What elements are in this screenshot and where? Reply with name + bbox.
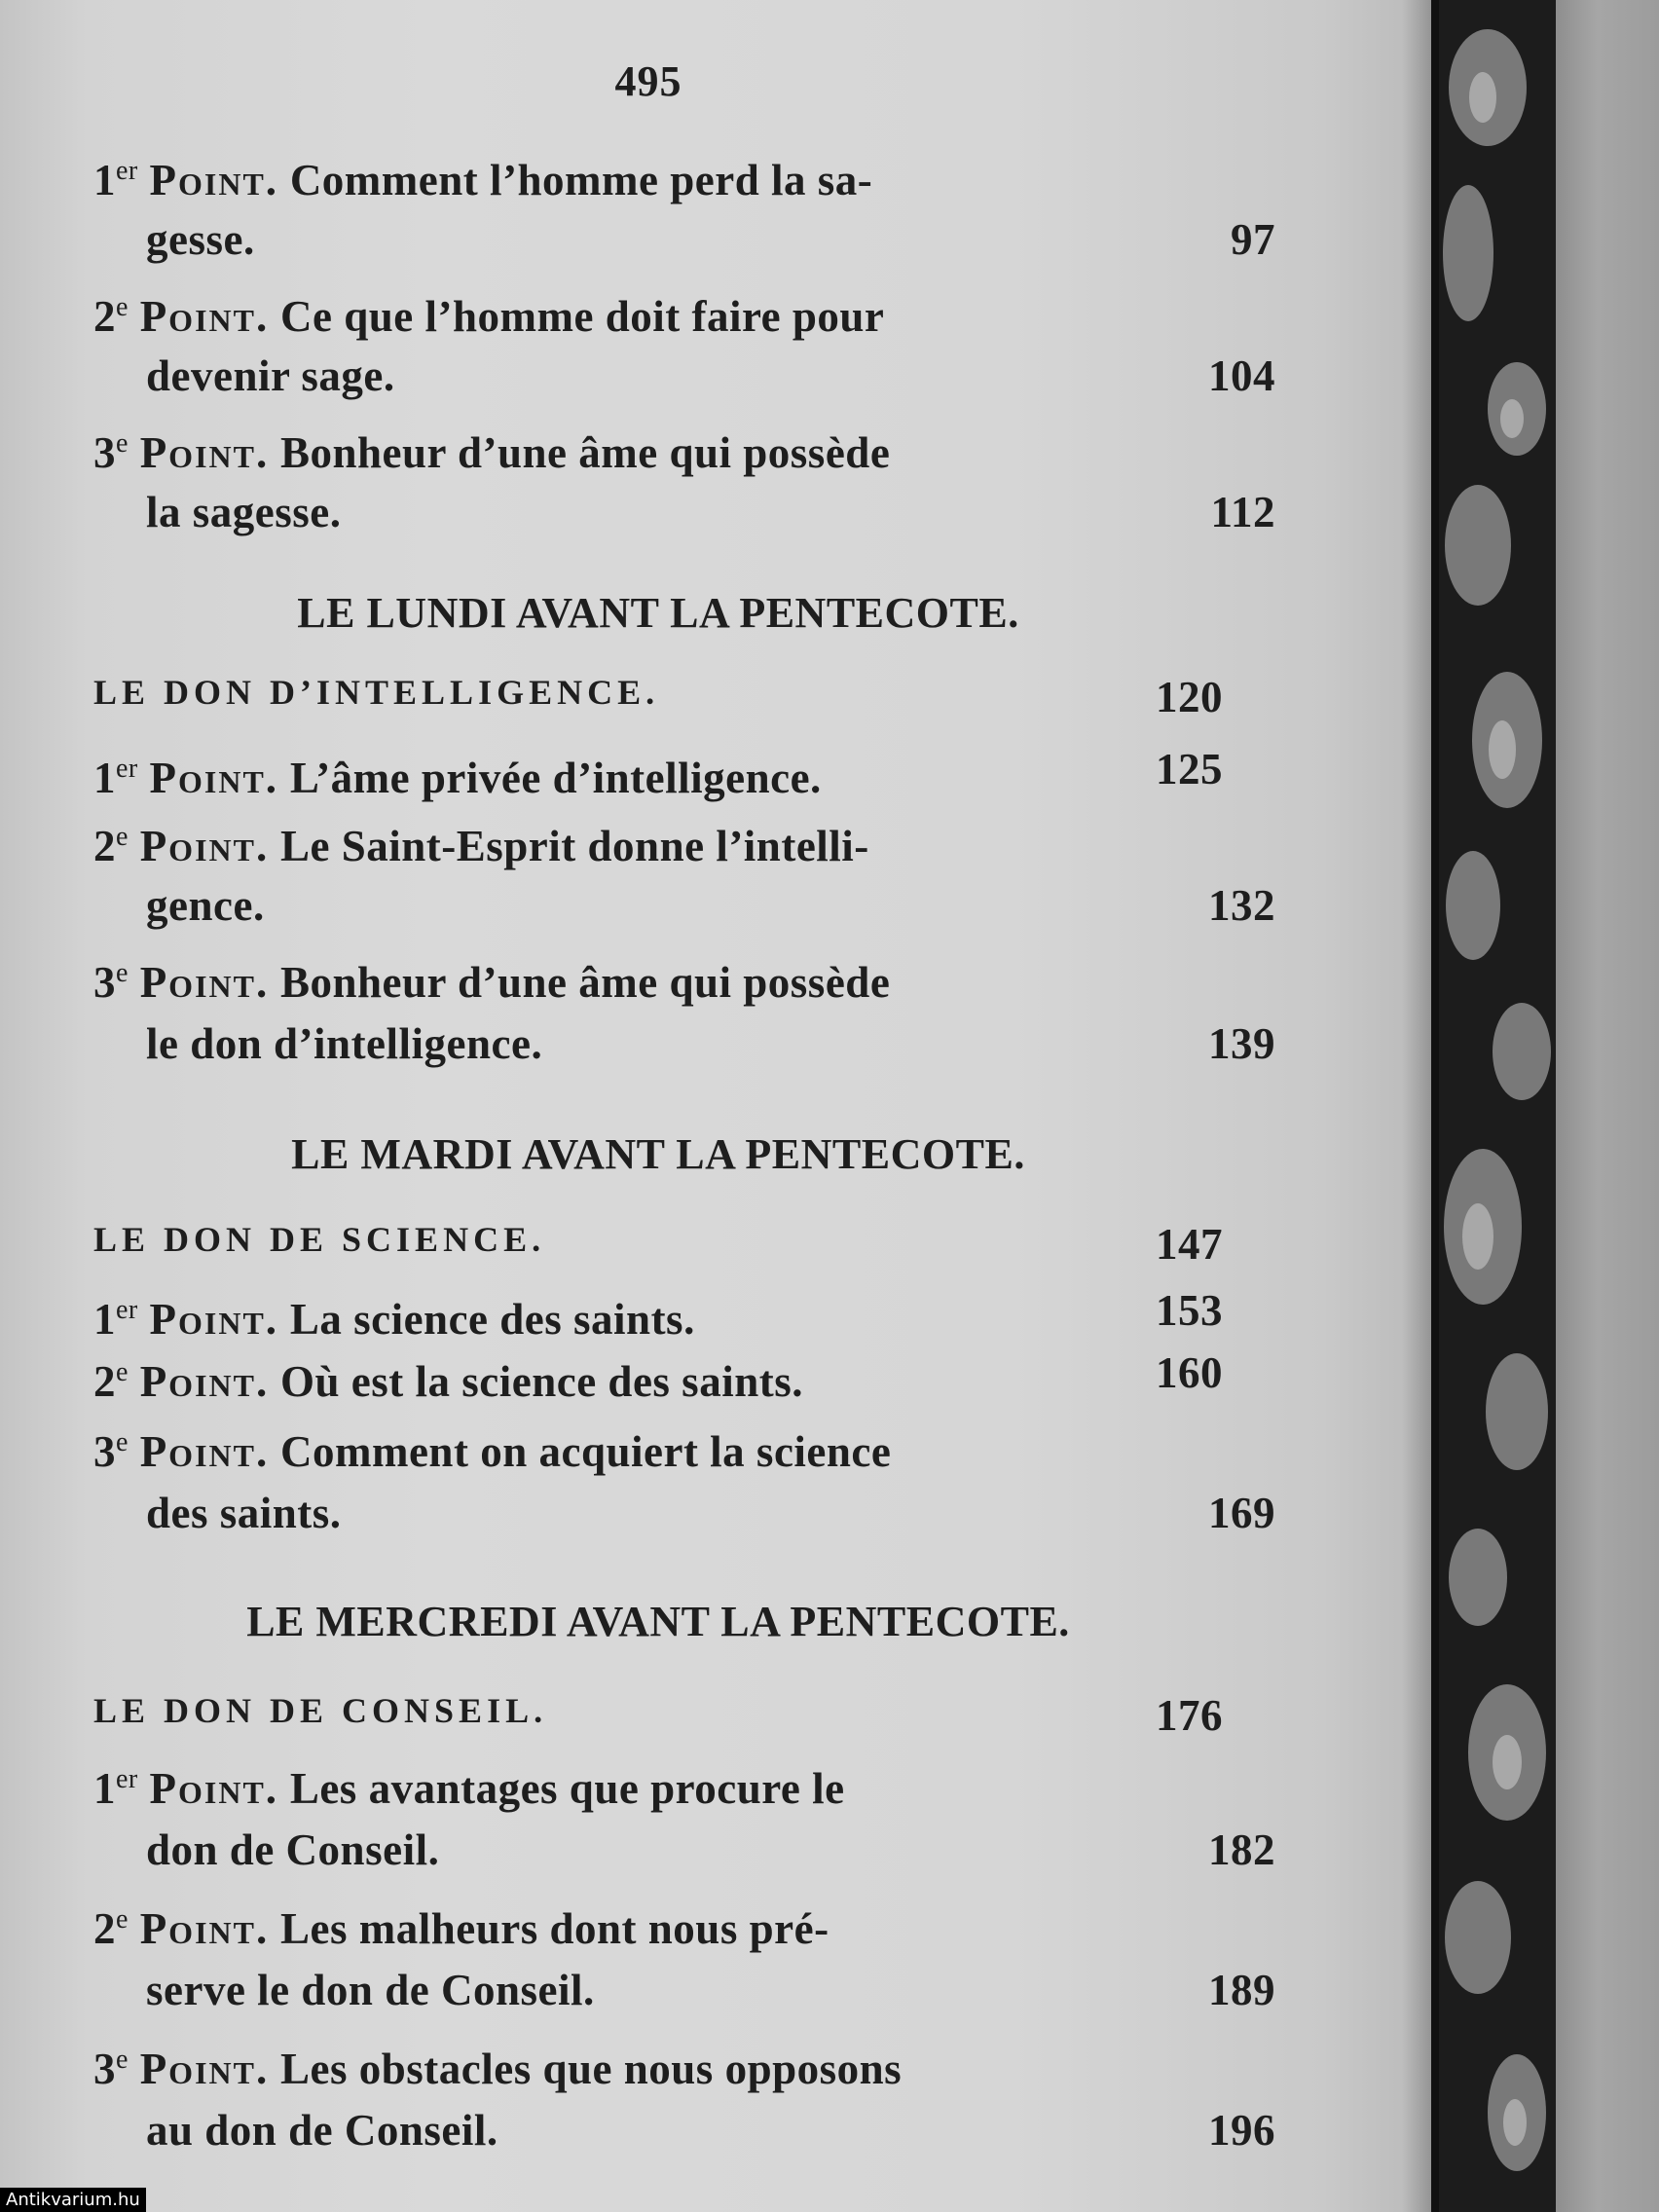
- watermark-label: Antikvarium.hu: [0, 2188, 146, 2212]
- point-label: Point.: [149, 754, 279, 802]
- page-ref: 120: [1156, 673, 1223, 721]
- subhead-title: LE DON DE SCIENCE.: [93, 1220, 546, 1259]
- toc-entry-line: [93, 1283, 1223, 1346]
- toc-entry-line: [93, 810, 1223, 873]
- point-number: 2: [93, 1904, 116, 1953]
- page-ref: 153: [1156, 1286, 1223, 1335]
- entry-text: Les obstacles que nous opposons: [279, 2045, 903, 2093]
- point-number: 3: [93, 958, 116, 1007]
- entry-text: Les avantages que procure le: [289, 1764, 845, 1813]
- entry-text: serve le don de Conseil.: [146, 1966, 595, 2014]
- toc-entry-line: [93, 485, 1275, 539]
- entry-text: au don de Conseil.: [146, 2106, 498, 2155]
- point-ordinal: e: [116, 1904, 129, 1935]
- page-ref: 139: [1208, 1019, 1275, 1068]
- point-number: 2: [93, 822, 116, 870]
- point-ordinal: er: [116, 754, 138, 784]
- point-number: 1: [93, 156, 116, 204]
- point-number: 1: [93, 1764, 116, 1813]
- toc-entry-line: [93, 349, 1275, 403]
- toc-entry-line: [93, 280, 1223, 344]
- toc-entry-line: [93, 742, 1223, 805]
- entry-text: des saints.: [146, 1489, 342, 1537]
- entry-text: L’âme privée d’intelligence.: [289, 754, 822, 802]
- page-ref: 125: [1156, 745, 1223, 793]
- entry-text: Les malheurs dont nous pré-: [279, 1904, 830, 1953]
- point-label: Point.: [139, 958, 270, 1007]
- page-number: 495: [614, 57, 682, 105]
- point-ordinal: e: [116, 958, 129, 988]
- toc-entry-line: [93, 1416, 1223, 1479]
- page-ref: 169: [1208, 1489, 1275, 1537]
- point-number: 1: [93, 754, 116, 802]
- toc-entry-line: [93, 1486, 1275, 1540]
- toc-entry-line: [93, 1823, 1275, 1877]
- section-subhead: [93, 672, 1223, 721]
- page-ref: 104: [1208, 351, 1275, 400]
- point-number: 3: [93, 428, 116, 477]
- entry-text: devenir sage.: [146, 351, 395, 400]
- page-ref: 132: [1208, 881, 1275, 930]
- page-ref: 160: [1156, 1348, 1223, 1397]
- point-number: 1: [93, 1295, 116, 1344]
- page-ref: 196: [1208, 2106, 1275, 2155]
- entry-text: Bonheur d’une âme qui possède: [279, 428, 891, 477]
- point-ordinal: e: [116, 1357, 129, 1387]
- point-ordinal: e: [116, 822, 129, 852]
- section-heading: LE MERCREDI AVANT LA PENTECOTE.: [246, 1598, 1070, 1645]
- point-ordinal: e: [116, 428, 129, 459]
- entry-text: La science des saints.: [289, 1295, 695, 1344]
- entry-text: la sagesse.: [146, 488, 342, 536]
- point-ordinal: e: [116, 2045, 129, 2075]
- toc-entry-line: [93, 1752, 1223, 1816]
- toc-entry-line: [93, 2033, 1223, 2096]
- page-ref: 189: [1208, 1966, 1275, 2014]
- point-ordinal: e: [116, 1427, 129, 1457]
- point-label: Point.: [139, 1427, 270, 1476]
- entry-text: Où est la science des saints.: [279, 1357, 803, 1406]
- page-ref: 176: [1156, 1691, 1223, 1740]
- page-ref: 147: [1156, 1220, 1223, 1269]
- entry-text: le don d’intelligence.: [146, 1019, 543, 1068]
- entry-text: Comment l’homme perd la sa-: [289, 156, 873, 204]
- point-label: Point.: [149, 1295, 279, 1344]
- entry-text: Le Saint-Esprit donne l’intelli-: [279, 822, 869, 870]
- entry-text: gesse.: [146, 215, 255, 264]
- table-surface: [1556, 0, 1659, 2212]
- section-subhead: [93, 1690, 1223, 1740]
- point-label: Point.: [139, 292, 270, 341]
- point-label: Point.: [139, 1357, 270, 1406]
- table-of-contents: [93, 0, 1275, 2212]
- point-ordinal: e: [116, 292, 129, 322]
- entry-text: Ce que l’homme doit faire pour: [279, 292, 885, 341]
- entry-text: gence.: [146, 881, 265, 930]
- point-number: 2: [93, 1357, 116, 1406]
- toc-entry-line: [93, 144, 1223, 207]
- point-ordinal: er: [116, 1764, 138, 1794]
- toc-entry-line: [93, 417, 1223, 480]
- toc-entry-line: [93, 1963, 1275, 2017]
- subhead-title: LE DON DE CONSEIL.: [93, 1691, 548, 1730]
- point-label: Point.: [149, 1764, 279, 1813]
- page-ref: 97: [1231, 215, 1275, 264]
- toc-entry-line: [93, 946, 1223, 1010]
- point-label: Point.: [149, 156, 279, 204]
- section-heading: LE LUNDI AVANT LA PENTECOTE.: [297, 589, 1019, 637]
- point-ordinal: er: [116, 1295, 138, 1325]
- point-ordinal: er: [116, 156, 138, 186]
- toc-entry-line: [93, 1893, 1223, 1956]
- point-number: 2: [93, 292, 116, 341]
- toc-entry-line: [93, 2103, 1275, 2157]
- point-label: Point.: [139, 1904, 270, 1953]
- point-number: 3: [93, 2045, 116, 2093]
- page-ref: 112: [1210, 488, 1275, 536]
- toc-entry-line: [93, 212, 1275, 267]
- entry-text: Comment on acquiert la science: [279, 1427, 892, 1476]
- toc-entry-line: [93, 878, 1275, 933]
- point-label: Point.: [139, 822, 270, 870]
- point-label: Point.: [139, 2045, 270, 2093]
- entry-text: Bonheur d’une âme qui possède: [279, 958, 891, 1007]
- marbled-cover: [1439, 0, 1556, 2212]
- point-number: 3: [93, 1427, 116, 1476]
- section-subhead: [93, 1219, 1223, 1269]
- toc-entry-line: [93, 1016, 1275, 1071]
- subhead-title: LE DON D’INTELLIGENCE.: [93, 673, 660, 712]
- page-ref: 182: [1208, 1825, 1275, 1874]
- point-label: Point.: [139, 428, 270, 477]
- toc-entry-line: [93, 1346, 1223, 1409]
- entry-text: don de Conseil.: [146, 1825, 440, 1874]
- section-heading: LE MARDI AVANT LA PENTECOTE.: [291, 1130, 1025, 1178]
